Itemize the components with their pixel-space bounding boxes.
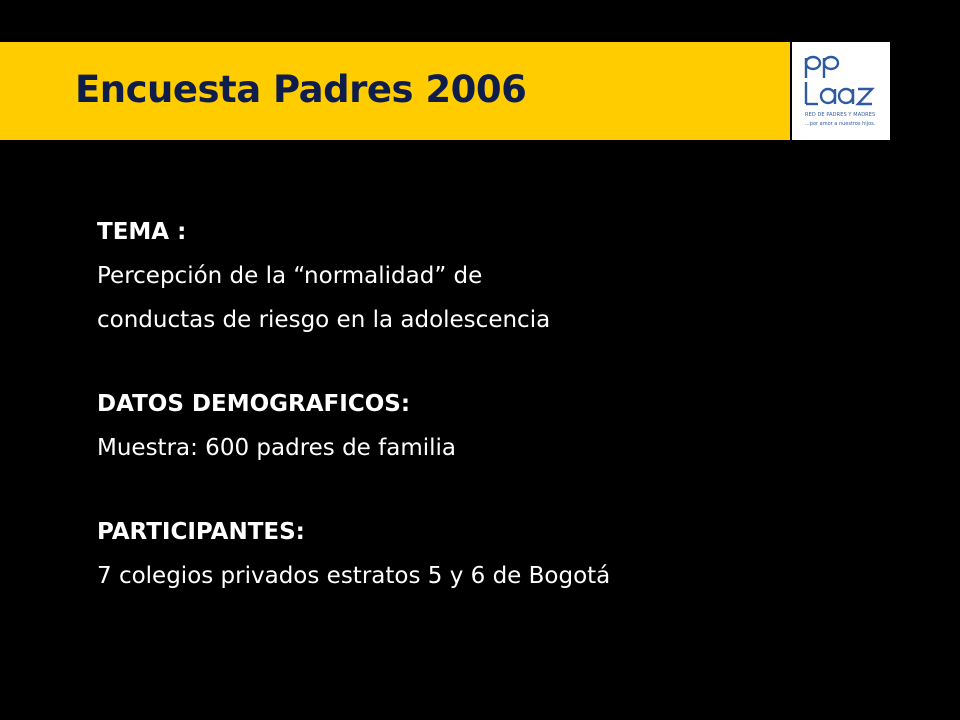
papaz-logo-mark-icon — [798, 52, 884, 110]
tema-line-2: conductas de riesgo en la adolescencia — [97, 307, 551, 333]
demograficos-heading: DATOS DEMOGRAFICOS: — [97, 391, 411, 417]
spacer — [97, 470, 657, 510]
demograficos-line-1: Muestra: 600 padres de familia — [97, 435, 457, 461]
tema-line-1: Percepción de la “normalidad” de — [97, 263, 483, 289]
participantes-line-1: 7 colegios privados estratos 5 y 6 de Bogotá — [97, 563, 611, 589]
participantes-heading: PARTICIPANTES: — [97, 519, 305, 545]
red-papaz-logo — [792, 42, 890, 140]
logo-tagline: RED DE PADRES Y MADRES — [805, 112, 876, 118]
logo-slogan: ...por amor a nuestros hijos. — [805, 121, 876, 127]
slide-body — [97, 210, 657, 587]
tema-heading: TEMA : — [97, 219, 187, 245]
slide-title: Encuesta Padres 2006 — [75, 68, 527, 111]
spacer — [97, 342, 657, 382]
